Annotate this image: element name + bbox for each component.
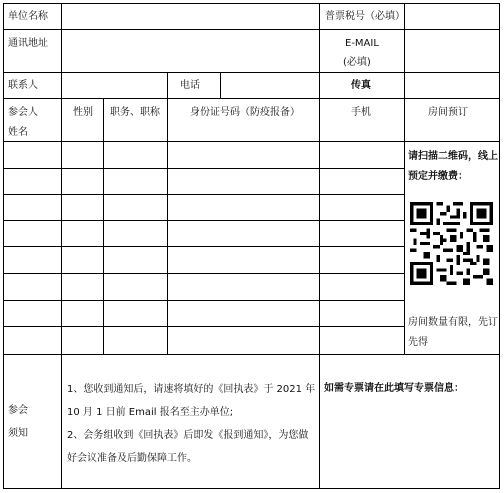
contact-field[interactable] bbox=[62, 73, 167, 98]
org-name-field[interactable] bbox=[62, 4, 319, 29]
contact-label: 联系人 bbox=[8, 80, 38, 91]
org-name-label: 单位名称 bbox=[8, 11, 48, 22]
fax-field[interactable] bbox=[405, 73, 499, 98]
invoice-field[interactable] bbox=[320, 398, 499, 488]
notes-label-line2: 须知 bbox=[8, 428, 28, 439]
room-limited-note: 房间数量有限，先订先得 bbox=[408, 317, 498, 348]
attendee-header: 参会人 bbox=[8, 107, 38, 118]
invoice-instruction: 如需专票请在此填写专票信息： bbox=[324, 383, 464, 394]
attendee-header-line2: 姓名 bbox=[8, 127, 28, 138]
tax-id-label: 普票税号（必填） bbox=[325, 11, 405, 22]
address-field[interactable] bbox=[62, 30, 319, 72]
title-header: 职务、职称 bbox=[110, 107, 160, 118]
notes-item-1: 1、您收到通知后，请速将填好的《回执表》于 2021 年 10 月 1 日前 Email 报名至主办单位; bbox=[67, 384, 316, 418]
phone-label: 电话 bbox=[180, 80, 200, 91]
room-header: 房间预订 bbox=[428, 107, 468, 118]
tax-id-field[interactable] bbox=[405, 4, 499, 29]
email-field[interactable] bbox=[405, 30, 499, 72]
scan-qr-instruction: 请扫描二维码，线上预定并缴费： bbox=[408, 151, 498, 182]
fax-label: 传真 bbox=[351, 80, 371, 91]
id-number-header: 身份证号码（防疫报备） bbox=[190, 107, 300, 118]
notes-label: 参会 bbox=[8, 405, 28, 416]
email-label: E-MAIL bbox=[345, 38, 379, 49]
notes-item-2: 2、会务组收到《回执表》后即发《报到通知》，为您做好会议准备及后勤保障工作。 bbox=[67, 430, 309, 464]
phone-field[interactable] bbox=[221, 73, 319, 98]
gender-header: 性别 bbox=[73, 107, 93, 118]
qr-code-image[interactable] bbox=[409, 202, 494, 285]
email-required-note: (必填) bbox=[343, 57, 371, 68]
address-label: 通讯地址 bbox=[8, 38, 48, 49]
mobile-header: 手机 bbox=[351, 107, 371, 118]
